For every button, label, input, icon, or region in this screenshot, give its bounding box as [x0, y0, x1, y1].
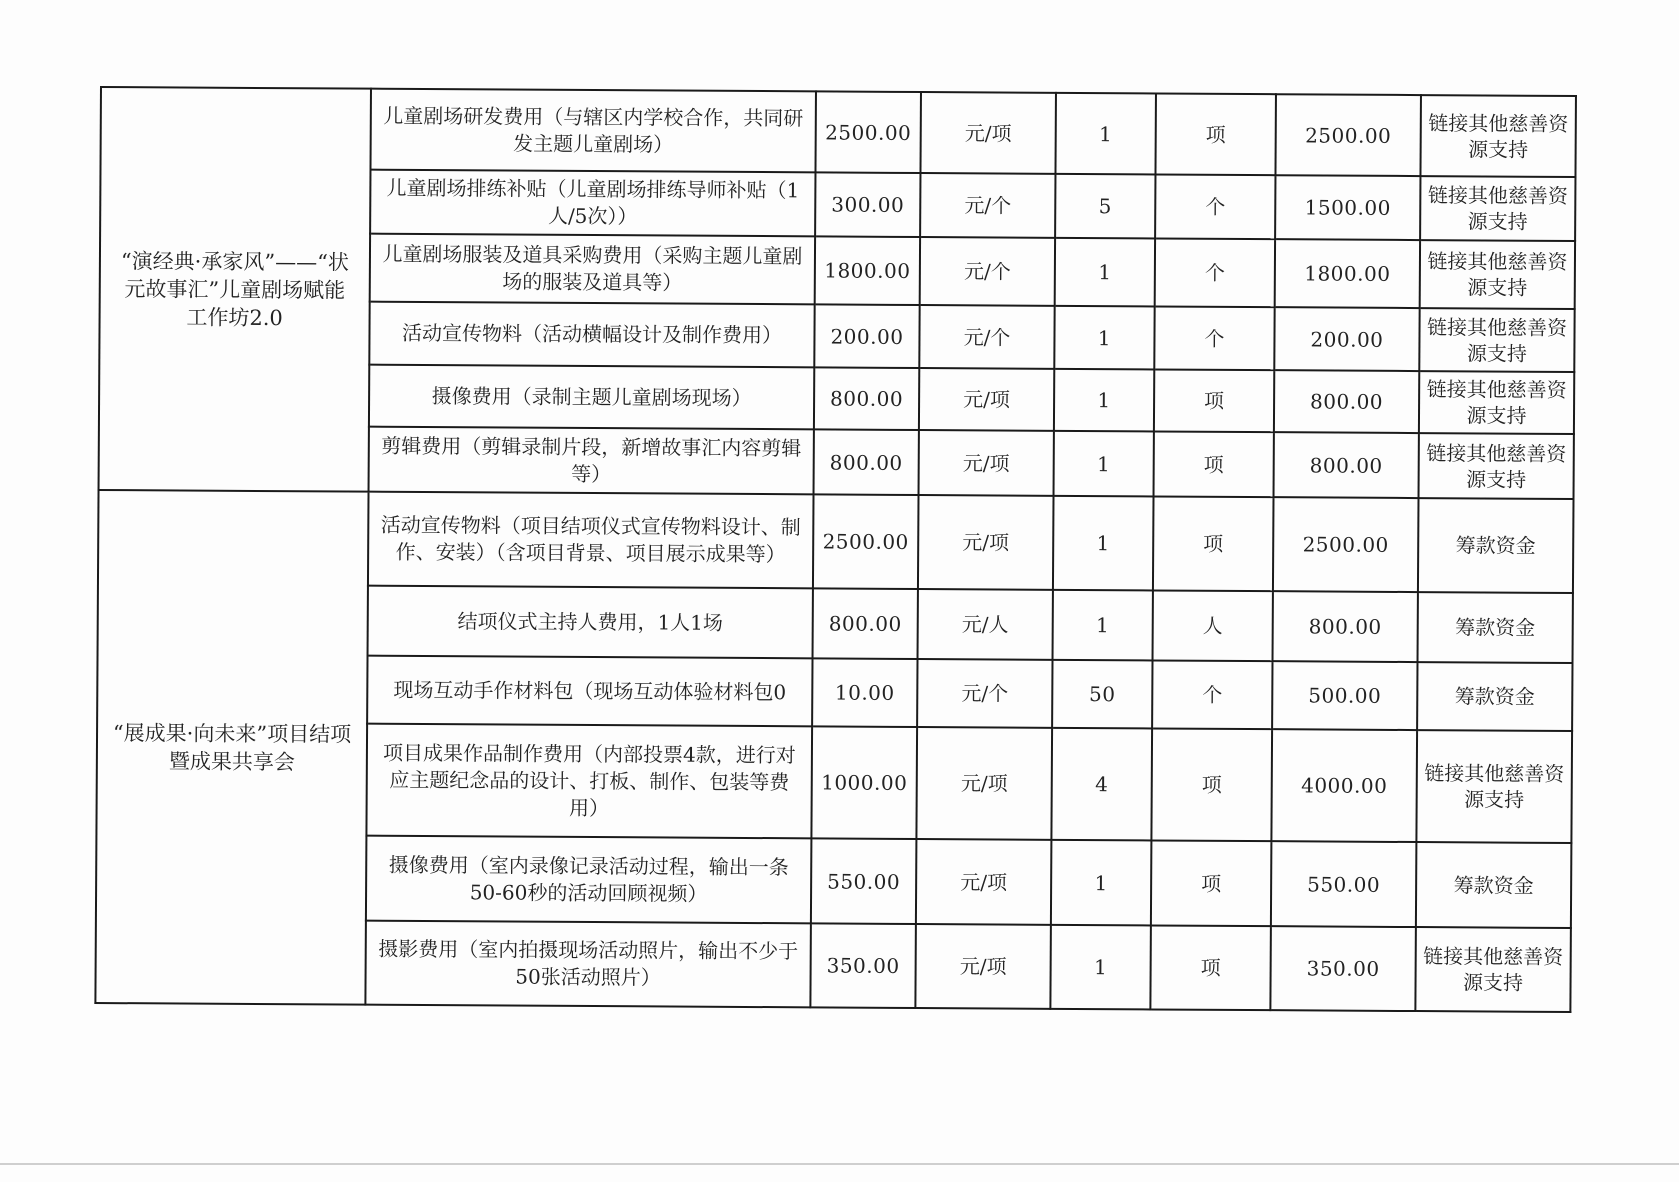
quantity: 4 — [1051, 728, 1152, 841]
price-unit: 元/项 — [918, 495, 1054, 590]
quantity: 1 — [1054, 369, 1154, 432]
price-unit: 元/个 — [920, 237, 1055, 306]
expense-item: 摄像费用（室内录像记录活动过程，输出一条50-60秒的活动回顾视频） — [366, 836, 812, 924]
expense-item: 活动宣传物料（活动横幅设计及制作费用） — [369, 302, 814, 368]
subtotal: 2500.00 — [1273, 497, 1419, 592]
quantity: 1 — [1054, 306, 1154, 370]
subtotal: 800.00 — [1274, 370, 1419, 433]
quantity-unit: 项 — [1151, 728, 1272, 841]
expense-item: 摄像费用（录制主题儿童剧场现场） — [369, 365, 814, 430]
funding-source: 筹款资金 — [1417, 662, 1572, 731]
quantity-unit: 项 — [1154, 431, 1274, 497]
subtotal: 4000.00 — [1271, 729, 1417, 842]
quantity-unit: 项 — [1154, 369, 1274, 432]
funding-source: 链接其他慈善资源支持 — [1420, 176, 1575, 241]
quantity-unit: 个 — [1155, 174, 1275, 239]
subtotal: 1500.00 — [1275, 175, 1420, 240]
funding-source: 链接其他慈善资源支持 — [1420, 95, 1575, 177]
funding-source: 链接其他慈善资源支持 — [1419, 371, 1574, 434]
activity-group-title: “演经典·承家风”——“状元故事汇”儿童剧场赋能工作坊2.0 — [99, 87, 371, 492]
funding-source: 链接其他慈善资源支持 — [1420, 240, 1575, 309]
expense-item: 剪辑费用（剪辑录制片段，新增故事汇内容剪辑等） — [369, 427, 814, 495]
price-unit: 元/个 — [920, 173, 1055, 238]
expense-item: 摄影费用（室内拍摄现场活动照片，输出不少于50张活动照片） — [365, 921, 811, 1008]
expense-item: 活动宣传物料（项目结项仪式宣传物料设计、制作、安装）（含项目背景、项目展示成果等） — [368, 492, 814, 589]
subtotal: 350.00 — [1270, 926, 1416, 1011]
unit-price: 10.00 — [812, 658, 917, 727]
quantity: 50 — [1052, 660, 1152, 729]
price-unit: 元/项 — [920, 92, 1055, 174]
unit-price: 2500.00 — [815, 91, 920, 173]
funding-source: 链接其他慈善资源支持 — [1416, 730, 1572, 843]
scan-edge-line — [0, 1163, 1679, 1165]
unit-price: 800.00 — [814, 429, 919, 495]
funding-source: 筹款资金 — [1418, 498, 1574, 593]
subtotal: 800.00 — [1274, 432, 1419, 498]
subtotal: 200.00 — [1274, 307, 1419, 371]
unit-price: 1800.00 — [815, 236, 920, 305]
unit-price: 550.00 — [811, 838, 917, 924]
funding-source: 筹款资金 — [1416, 842, 1572, 928]
quantity-unit: 项 — [1155, 93, 1275, 175]
funding-source: 链接其他慈善资源支持 — [1415, 927, 1571, 1012]
activity-group-title: “展成果·向未来”项目结项暨成果共享会 — [95, 490, 368, 1005]
subtotal: 1800.00 — [1275, 239, 1420, 308]
quantity: 1 — [1053, 496, 1154, 591]
price-unit: 元/人 — [918, 589, 1053, 660]
expense-item: 项目成果作品制作费用（内部投票4款，进行对应主题纪念品的设计、打板、制作、包装等费用） — [366, 724, 812, 839]
funding-source: 链接其他慈善资源支持 — [1419, 308, 1574, 372]
unit-price: 800.00 — [814, 367, 919, 430]
quantity: 1 — [1054, 431, 1154, 497]
price-unit: 元/项 — [919, 368, 1054, 431]
quantity: 1 — [1053, 590, 1153, 661]
price-unit: 元/项 — [919, 430, 1054, 496]
quantity-unit: 项 — [1151, 840, 1272, 926]
price-unit: 元/个 — [919, 305, 1054, 369]
quantity: 1 — [1055, 93, 1155, 175]
unit-price: 350.00 — [810, 923, 916, 1008]
quantity-unit: 项 — [1150, 925, 1271, 1010]
expense-item: 现场互动手作材料包（现场互动体验材料包0 — [367, 656, 812, 727]
table-row — [98, 490, 1574, 593]
unit-price: 800.00 — [813, 588, 918, 659]
table-row — [100, 87, 1575, 177]
expense-item: 儿童剧场排练补贴（儿童剧场排练导师补贴（1人/5次）） — [370, 170, 815, 237]
quantity-unit: 个 — [1155, 238, 1275, 307]
unit-price: 2500.00 — [813, 494, 919, 589]
price-unit: 元/个 — [917, 659, 1052, 728]
subtotal: 550.00 — [1271, 841, 1417, 927]
subtotal: 2500.00 — [1275, 94, 1420, 176]
unit-price: 1000.00 — [811, 726, 917, 839]
quantity: 1 — [1050, 925, 1151, 1010]
subtotal: 500.00 — [1272, 661, 1417, 730]
unit-price: 300.00 — [815, 172, 920, 237]
price-unit: 元/项 — [916, 727, 1052, 840]
budget-table — [94, 86, 1577, 1013]
funding-source: 链接其他慈善资源支持 — [1419, 433, 1574, 499]
expense-item: 结项仪式主持人费用，1人1场 — [368, 586, 813, 659]
funding-source: 筹款资金 — [1418, 592, 1573, 663]
subtotal: 800.00 — [1273, 591, 1418, 662]
expense-item: 儿童剧场服装及道具采购费用（采购主题儿童剧场的服装及道具等） — [370, 234, 815, 305]
expense-item: 儿童剧场研发费用（与辖区内学校合作，共同研发主题儿童剧场） — [370, 89, 815, 173]
quantity-unit: 人 — [1153, 590, 1273, 661]
quantity-unit: 项 — [1153, 496, 1274, 591]
unit-price: 200.00 — [814, 304, 919, 368]
price-unit: 元/项 — [915, 924, 1051, 1009]
price-unit: 元/项 — [916, 839, 1052, 925]
quantity: 1 — [1051, 840, 1152, 926]
quantity: 1 — [1055, 238, 1155, 307]
quantity-unit: 个 — [1152, 660, 1272, 729]
quantity-unit: 个 — [1154, 306, 1274, 370]
quantity: 5 — [1055, 174, 1155, 239]
